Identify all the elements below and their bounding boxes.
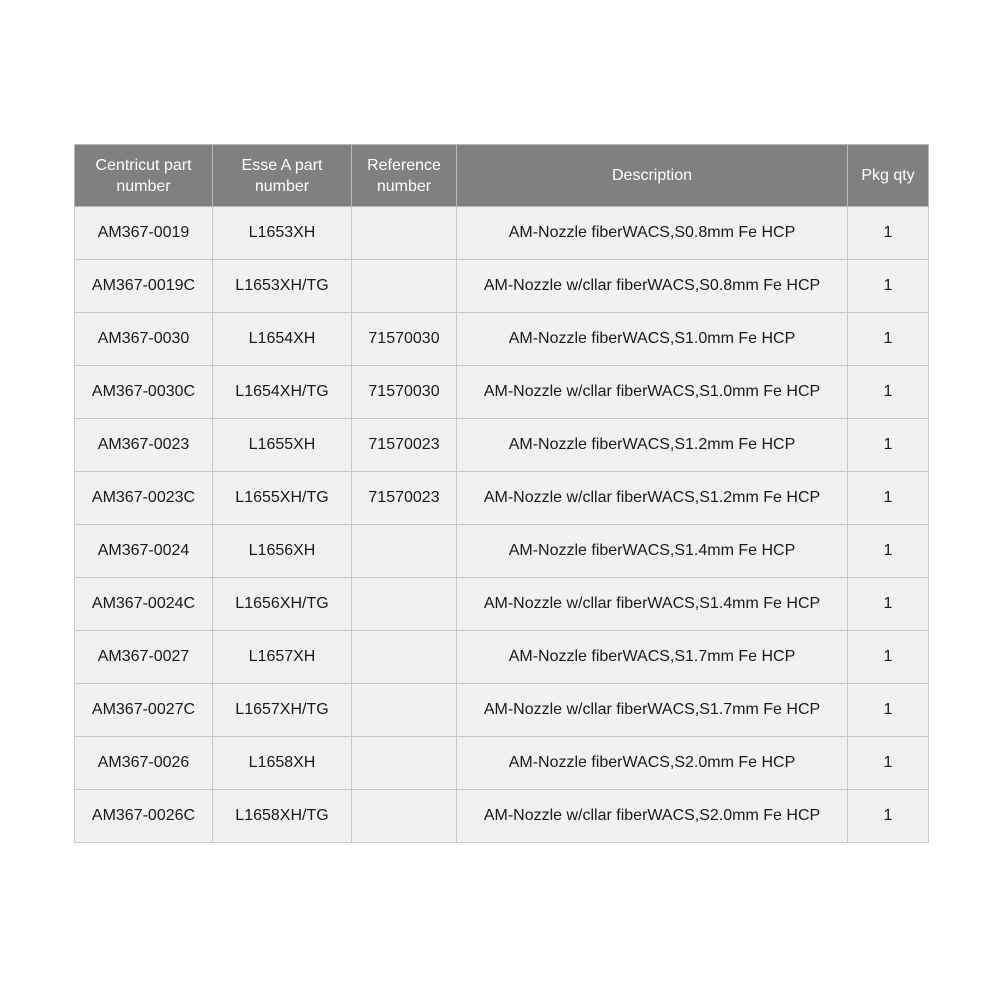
esse-a-part-number-cell: L1657XH [213, 631, 352, 684]
esse-a-part-number-cell: L1655XH/TG [213, 472, 352, 525]
centricut-part-number-cell: AM367-0019C [75, 260, 213, 313]
table-body [75, 207, 929, 843]
centricut-part-number-cell: AM367-0027C [75, 684, 213, 737]
pkg-qty-cell: 1 [848, 684, 929, 737]
table-row [75, 578, 929, 631]
reference-number-cell: 71570030 [352, 313, 457, 366]
table-row [75, 207, 929, 260]
pkg-qty-cell: 1 [848, 313, 929, 366]
description-cell: AM-Nozzle w/cllar fiberWACS,S1.0mm Fe HCP [457, 366, 848, 419]
centricut-part-number-cell: AM367-0023 [75, 419, 213, 472]
table-header [75, 145, 929, 207]
description-cell: AM-Nozzle fiberWACS,S1.0mm Fe HCP [457, 313, 848, 366]
reference-number-cell [352, 207, 457, 260]
esse-a-part-number-cell: L1656XH/TG [213, 578, 352, 631]
description-cell: AM-Nozzle w/cllar fiberWACS,S1.4mm Fe HCP [457, 578, 848, 631]
description-cell: AM-Nozzle fiberWACS,S0.8mm Fe HCP [457, 207, 848, 260]
pkg-qty-cell: 1 [848, 790, 929, 843]
esse-a-part-number-cell: L1656XH [213, 525, 352, 578]
esse-a-part-number-cell: L1655XH [213, 419, 352, 472]
header-description: Description [457, 145, 848, 207]
pkg-qty-cell: 1 [848, 737, 929, 790]
pkg-qty-cell: 1 [848, 472, 929, 525]
table-row [75, 419, 929, 472]
reference-number-cell [352, 737, 457, 790]
pkg-qty-cell: 1 [848, 260, 929, 313]
centricut-part-number-cell: AM367-0024 [75, 525, 213, 578]
esse-a-part-number-cell: L1657XH/TG [213, 684, 352, 737]
table-row [75, 260, 929, 313]
reference-number-cell: 71570023 [352, 419, 457, 472]
table-row [75, 631, 929, 684]
pkg-qty-cell: 1 [848, 419, 929, 472]
description-cell: AM-Nozzle fiberWACS,S2.0mm Fe HCP [457, 737, 848, 790]
esse-a-part-number-cell: L1654XH/TG [213, 366, 352, 419]
esse-a-part-number-cell: L1658XH [213, 737, 352, 790]
centricut-part-number-cell: AM367-0030 [75, 313, 213, 366]
table-row [75, 737, 929, 790]
reference-number-cell [352, 684, 457, 737]
reference-number-cell [352, 631, 457, 684]
pkg-qty-cell: 1 [848, 525, 929, 578]
description-cell: AM-Nozzle fiberWACS,S1.2mm Fe HCP [457, 419, 848, 472]
header-esse-a-part-number: Esse A part number [213, 145, 352, 207]
reference-number-cell: 71570030 [352, 366, 457, 419]
table-row [75, 790, 929, 843]
description-cell: AM-Nozzle fiberWACS,S1.4mm Fe HCP [457, 525, 848, 578]
centricut-part-number-cell: AM367-0030C [75, 366, 213, 419]
table-row [75, 525, 929, 578]
centricut-part-number-cell: AM367-0026C [75, 790, 213, 843]
reference-number-cell [352, 525, 457, 578]
header-reference-number: Reference number [352, 145, 457, 207]
description-cell: AM-Nozzle w/cllar fiberWACS,S0.8mm Fe HCP [457, 260, 848, 313]
description-cell: AM-Nozzle w/cllar fiberWACS,S1.2mm Fe HCP [457, 472, 848, 525]
reference-number-cell [352, 578, 457, 631]
header-pkg-qty: Pkg qty [848, 145, 929, 207]
esse-a-part-number-cell: L1654XH [213, 313, 352, 366]
description-cell: AM-Nozzle fiberWACS,S1.7mm Fe HCP [457, 631, 848, 684]
centricut-part-number-cell: AM367-0023C [75, 472, 213, 525]
centricut-part-number-cell: AM367-0024C [75, 578, 213, 631]
esse-a-part-number-cell: L1653XH [213, 207, 352, 260]
pkg-qty-cell: 1 [848, 366, 929, 419]
table-row [75, 366, 929, 419]
pkg-qty-cell: 1 [848, 631, 929, 684]
table-row [75, 313, 929, 366]
description-cell: AM-Nozzle w/cllar fiberWACS,S1.7mm Fe HCP [457, 684, 848, 737]
table-row [75, 684, 929, 737]
pkg-qty-cell: 1 [848, 207, 929, 260]
pkg-qty-cell: 1 [848, 578, 929, 631]
table-row [75, 472, 929, 525]
header-centricut-part-number: Centricut part number [75, 145, 213, 207]
centricut-part-number-cell: AM367-0027 [75, 631, 213, 684]
parts-table [74, 144, 929, 843]
parts-table-container [74, 144, 928, 843]
reference-number-cell: 71570023 [352, 472, 457, 525]
centricut-part-number-cell: AM367-0019 [75, 207, 213, 260]
reference-number-cell [352, 790, 457, 843]
centricut-part-number-cell: AM367-0026 [75, 737, 213, 790]
reference-number-cell [352, 260, 457, 313]
esse-a-part-number-cell: L1658XH/TG [213, 790, 352, 843]
description-cell: AM-Nozzle w/cllar fiberWACS,S2.0mm Fe HCP [457, 790, 848, 843]
header-row [75, 145, 929, 207]
esse-a-part-number-cell: L1653XH/TG [213, 260, 352, 313]
